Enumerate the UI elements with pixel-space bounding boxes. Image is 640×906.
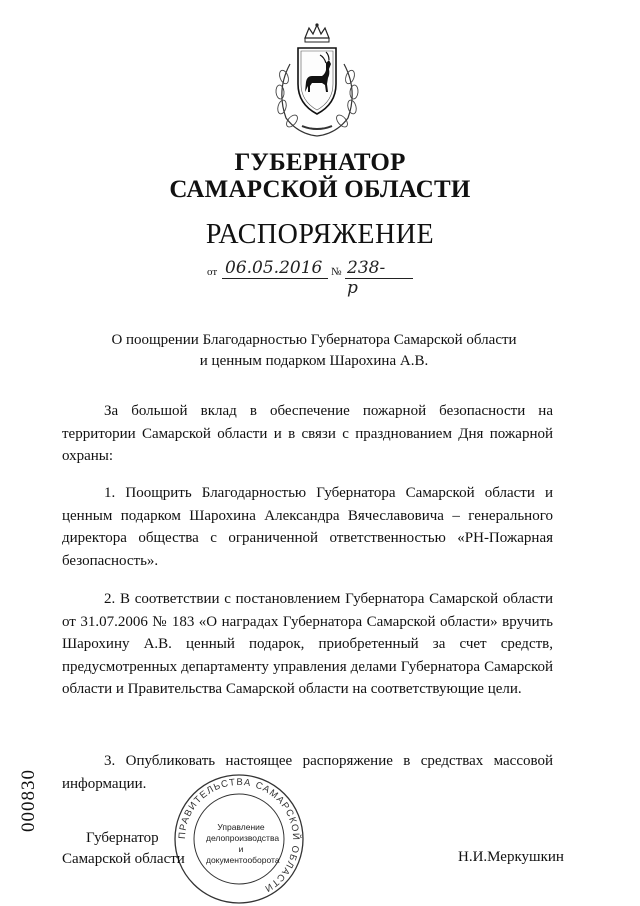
authority-title-line2: САМАРСКОЙ ОБЛАСТИ: [169, 176, 471, 203]
subject-line1: О поощрении Благодарностью Губернатора Самарской области: [111, 332, 517, 348]
number-prefix: №: [331, 266, 342, 278]
handwritten-date: 06.05.2016: [225, 258, 323, 278]
signatory-position-line1: Губернатор: [86, 830, 159, 846]
stamp-inner-line3: и документооборота: [206, 844, 280, 865]
stamp-inner-text: [206, 822, 280, 866]
order-item-3: 3. Опубликовать настоящее распоряжение в средствах массовой информации.: [62, 753, 553, 792]
stamp-ring-text: ПРАВИТЕЛЬСТВА САМАРСКОЙ ОБЛАСТИ: [176, 776, 302, 895]
handwritten-number: 238-р: [347, 258, 386, 298]
coat-of-arms-emblem: [268, 22, 366, 140]
preamble-paragraph: За большой вклад в обеспечение пожарной безопасности на территории Самарской области и в связи с празднованием Дня пожарной охраны:: [62, 403, 553, 464]
stamp-inner-line1: Управление: [217, 822, 265, 832]
stamp-inner-line2: делопроизводства: [206, 833, 280, 843]
date-underline: [222, 278, 328, 279]
document-subject: [0, 330, 628, 372]
order-item-2: 2. В соответствии с постановлением Губернатора Самарской области от 31.07.2006 № 183 «О наградах Губернатора Самарской области» вручить Шарохину А.В. ценный подарок, приобретенный за счет средств, предусмотренных департаменту управления делами Губернатора Самарской области и Правительства Самарской области на соответствующие цели.: [62, 591, 553, 697]
margin-serial-number: 000830: [18, 769, 39, 832]
subject-line2: и ценным подарком Шарохина А.В.: [199, 353, 429, 369]
document-type-heading: РАСПОРЯЖЕНИЕ: [205, 219, 435, 250]
signatory-name: Н.И.Меркушкин: [458, 849, 564, 865]
order-item-1: 1. Поощрить Благодарностью Губернатора Самарской области и ценным подарком Шарохина Александра Вячеславовича – генерального директора общества с ограниченной ответственностью «РН-Пожарная безопасность».: [62, 485, 553, 569]
signatory-position: [62, 828, 185, 870]
date-prefix: от: [207, 266, 218, 278]
signatory-position-line2: Самарской области: [62, 851, 185, 867]
authority-title-line1: ГУБЕРНАТОР: [234, 149, 406, 176]
